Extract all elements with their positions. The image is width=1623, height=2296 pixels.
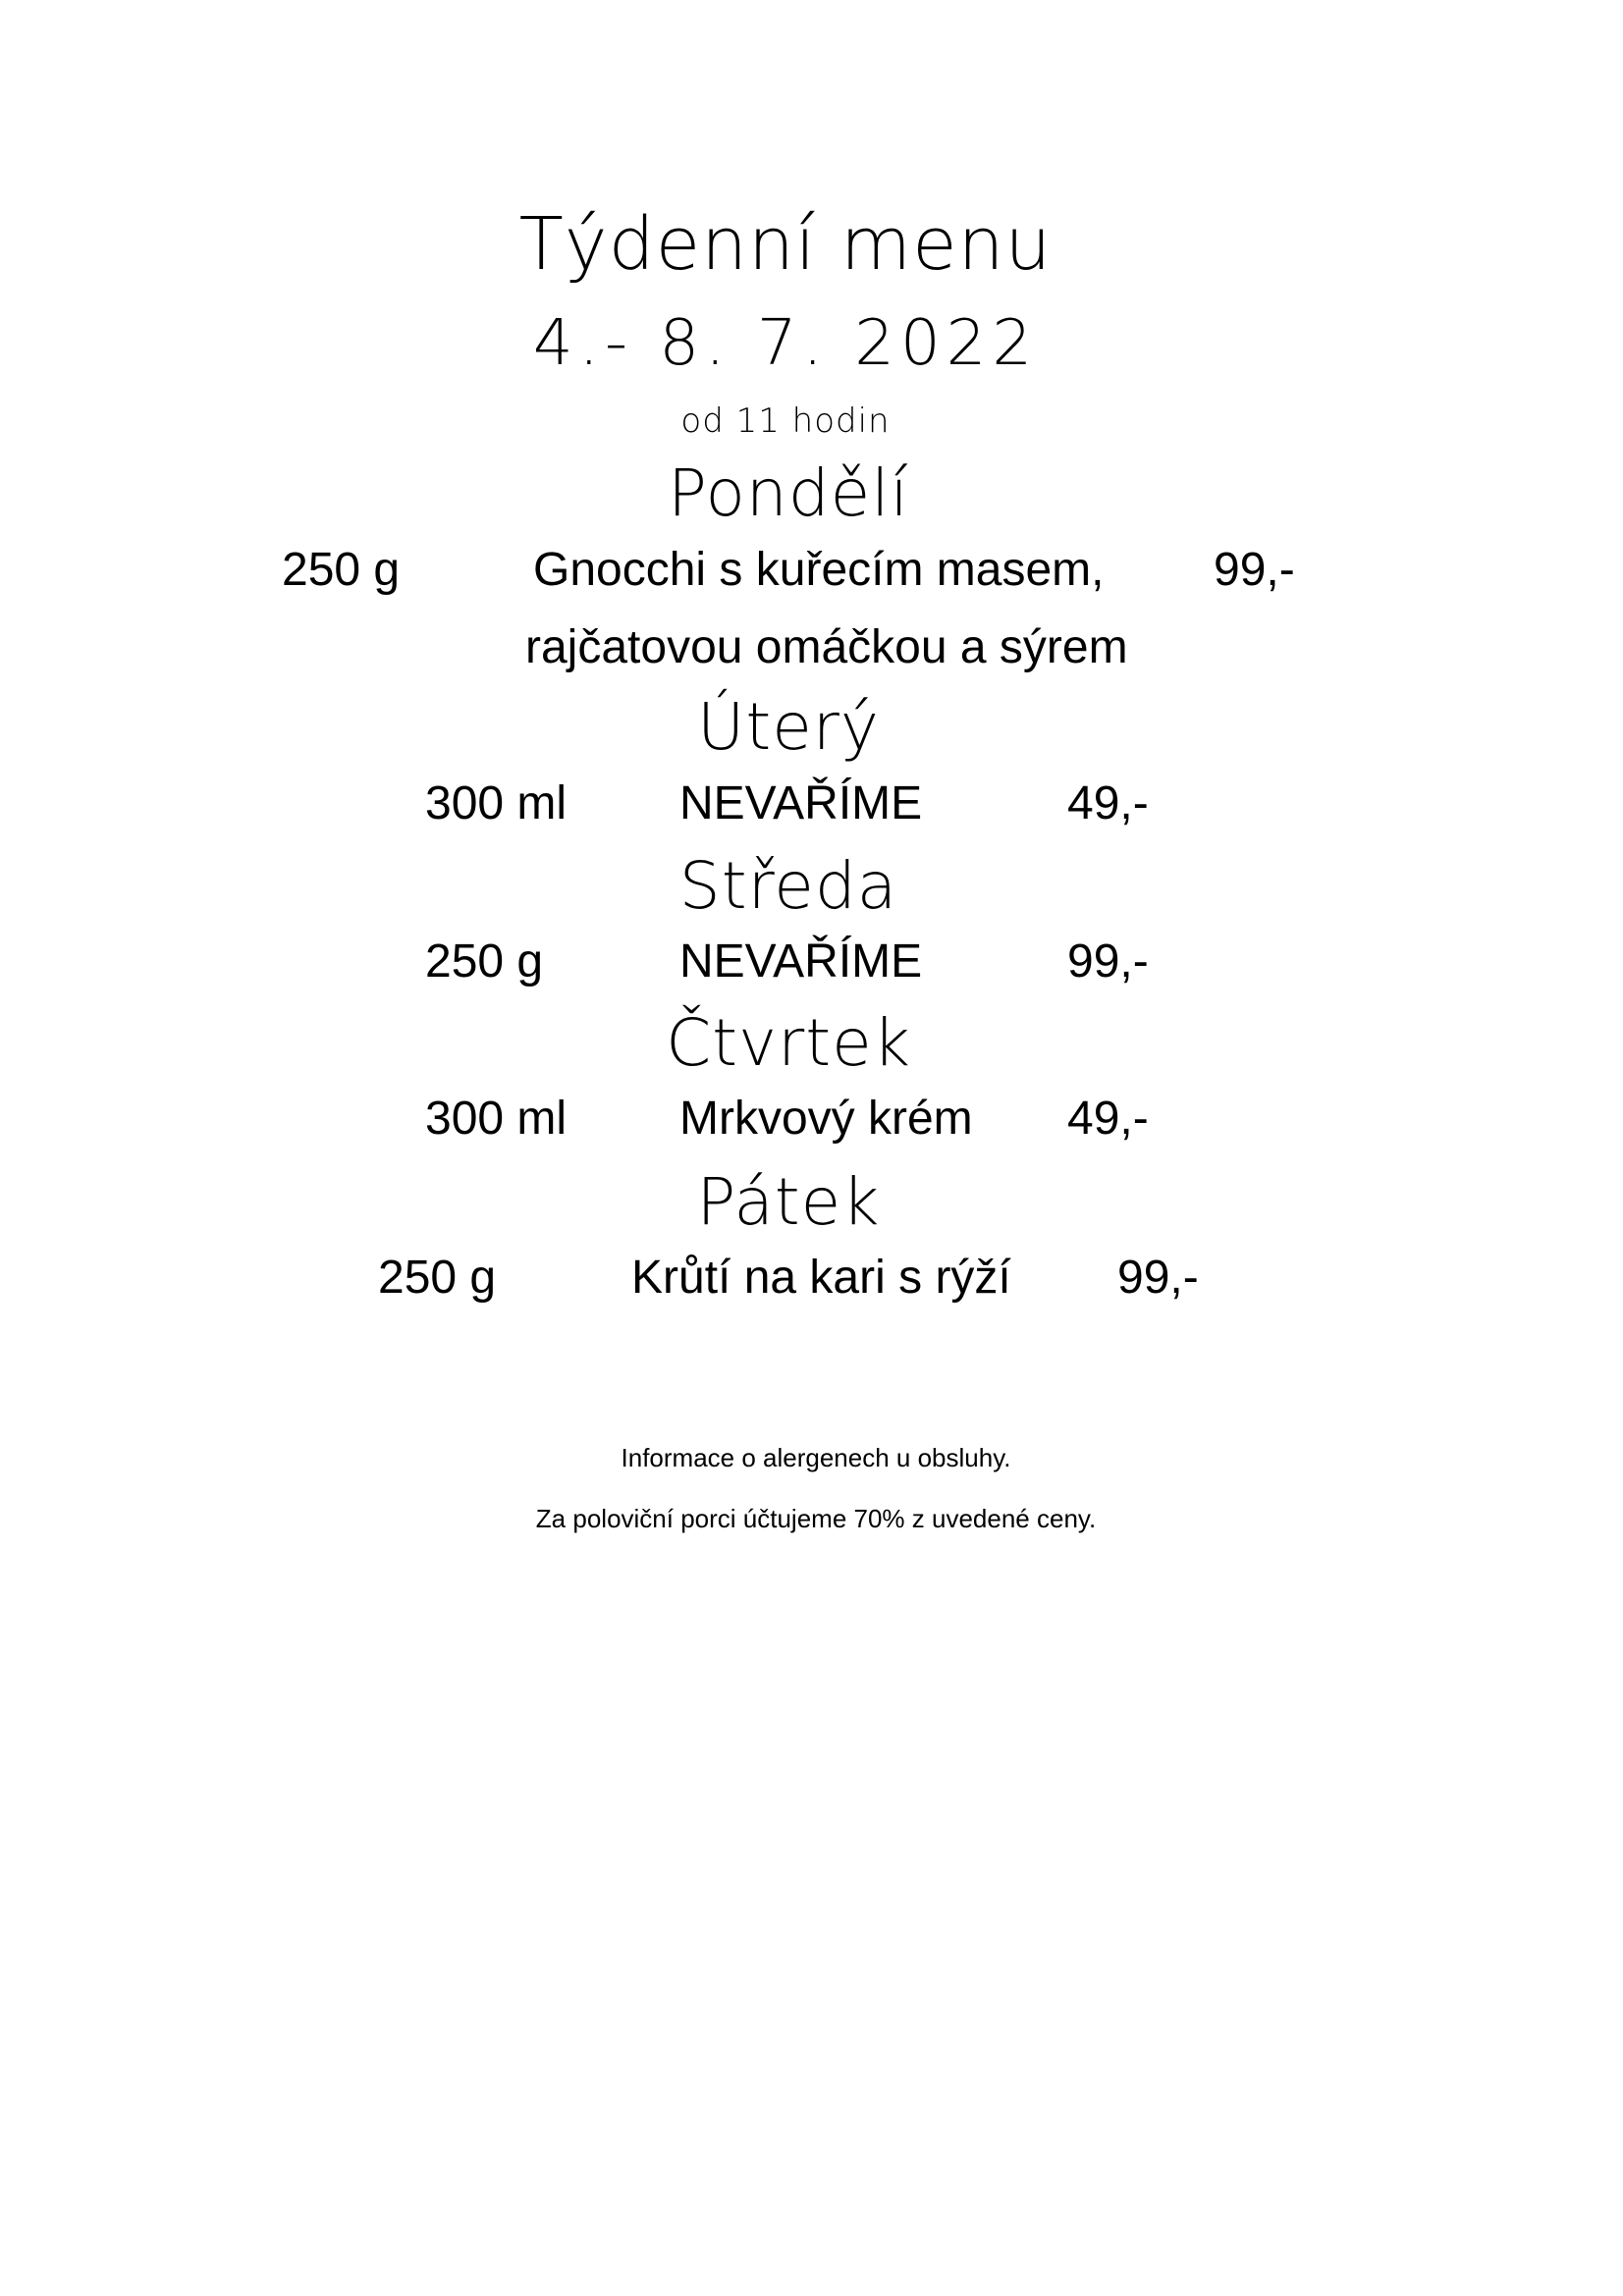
- dish-monday-line1: Gnocchi s kuřecím masem,: [533, 544, 1105, 596]
- page-title: Týdenní menu: [518, 202, 1053, 287]
- portion-thursday: 300 ml: [425, 1093, 568, 1145]
- portion-monday: 250 g: [282, 544, 401, 596]
- dish-monday-line2: rajčatovou omáčkou a sýrem: [525, 621, 1128, 673]
- portion-tuesday: 300 ml: [425, 777, 568, 829]
- portion-wednesday: 250 g: [425, 935, 544, 988]
- allergens-note: Informace o alergenech u obsluhy.: [621, 1443, 1011, 1472]
- day-heading-tuesday: Úterý: [697, 689, 880, 765]
- dish-wednesday: NEVAŘÍME: [679, 935, 923, 988]
- serving-time: od 11 hodin: [680, 401, 891, 441]
- half-portion-note: Za poloviční porci účtujeme 70% z uvedené ceny.: [535, 1504, 1097, 1533]
- price-tuesday: 49,-: [1067, 777, 1149, 829]
- date-range: 4.- 8. 7. 2022: [532, 307, 1039, 380]
- day-heading-friday: Pátek: [696, 1164, 881, 1240]
- dish-thursday: Mrkvový krém: [679, 1093, 973, 1145]
- price-friday: 99,-: [1117, 1252, 1199, 1304]
- portion-friday: 250 g: [378, 1252, 497, 1304]
- price-wednesday: 99,-: [1067, 935, 1149, 988]
- day-heading-monday: Pondělí: [668, 455, 909, 531]
- price-thursday: 49,-: [1067, 1093, 1149, 1145]
- dish-friday: Krůtí na kari s rýží: [631, 1252, 1011, 1304]
- price-monday: 99,-: [1214, 544, 1295, 596]
- day-heading-wednesday: Středa: [678, 848, 898, 924]
- dish-tuesday: NEVAŘÍME: [679, 777, 923, 829]
- day-heading-thursday: Čtvrtek: [666, 1005, 911, 1081]
